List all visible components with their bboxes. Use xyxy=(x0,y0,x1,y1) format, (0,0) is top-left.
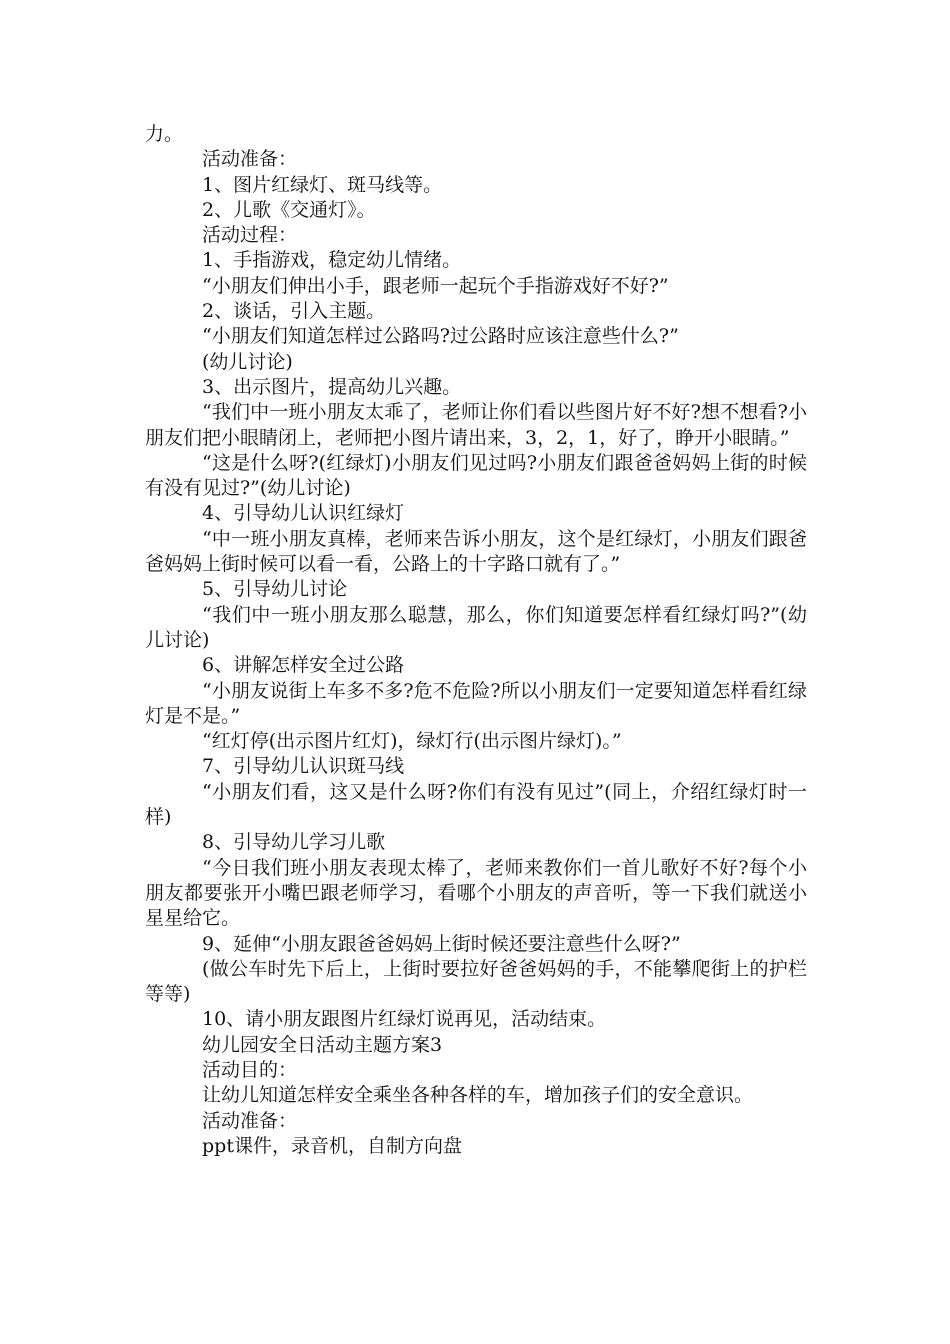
quote-paragraph: “中一班小朋友真棒，老师来告诉小朋友，这个是红绿灯，小朋友们跟爸爸妈妈上街时候可以看一看，公路上的十字路口就有了。” xyxy=(145,527,807,576)
list-item: 1、图片红绿灯、斑马线等。 xyxy=(202,173,443,196)
quote-paragraph: “今日我们班小朋友表现太棒了，老师来教你们一首儿歌好不好?每个小朋友都要张开小嘴巴跟老师学习，看哪个小朋友的声音听，等一下我们就送小星星给它。 xyxy=(145,856,807,930)
step-heading: 10、请小朋友跟图片红绿灯说再见，活动结束。 xyxy=(202,1008,607,1031)
step-heading: 7、引导幼儿认识斑马线 xyxy=(202,755,405,778)
step-heading: 2、谈话，引入主题。 xyxy=(202,300,386,323)
quote-paragraph: “这是什么呀?(红绿灯)小朋友们见过吗?小朋友们跟爸爸妈妈上街的时候有没有见过?”(幼儿讨论) xyxy=(145,451,807,500)
document-body xyxy=(145,122,807,1159)
step-heading: 8、引导幼儿学习儿歌 xyxy=(202,831,386,854)
quote-paragraph: “红灯停(出示图片红灯)，绿灯行(出示图片绿灯)。” xyxy=(202,730,622,753)
step-heading: 5、引导幼儿讨论 xyxy=(202,578,348,601)
list-item: 2、儿歌《交通灯》。 xyxy=(202,198,376,221)
step-heading: 3、出示图片，提高幼儿兴趣。 xyxy=(202,375,462,398)
quote-paragraph: “小朋友说街上车多不多?危不危险?所以小朋友们一定要知道怎样看红绿灯是不是。” xyxy=(145,679,807,727)
paragraph-continuation: 力。 xyxy=(145,123,184,145)
section-heading-preparation: 活动准备： xyxy=(202,148,298,171)
step-heading: 1、手指游戏，稳定幼儿情绪。 xyxy=(202,249,462,272)
quote-paragraph: “小朋友们看，这又是什么呀?你们有没有见过”(同上，介绍红绿灯时一样) xyxy=(145,780,807,829)
section-heading-process: 活动过程： xyxy=(202,224,298,247)
step-heading: 9、延伸“小朋友跟爸爸妈妈上街时候还要注意些什么呀?” xyxy=(202,932,681,955)
quote-paragraph: “小朋友们伸出小手，跟老师一起玩个手指游戏好不好?” xyxy=(202,274,669,297)
quote-paragraph: “我们中一班小朋友那么聪慧，那么，你们知道要怎样看红绿灯吗?”(幼儿讨论) xyxy=(145,603,807,651)
note-paragraph: (幼儿讨论) xyxy=(202,350,293,373)
section-title: 幼儿园安全日活动主题方案3 xyxy=(202,1033,443,1056)
step-heading: 6、讲解怎样安全过公路 xyxy=(202,654,405,677)
body-paragraph: 让幼儿知道怎样安全乘坐各种各样的车，增加孩子们的安全意识。 xyxy=(202,1084,754,1107)
section-heading-goal: 活动目的： xyxy=(202,1058,298,1081)
step-heading: 4、引导幼儿认识红绿灯 xyxy=(202,502,405,525)
body-paragraph: ppt课件，录音机，自制方向盘 xyxy=(202,1134,462,1157)
quote-paragraph: “小朋友们知道怎样过公路吗?过公路时应该注意些什么?” xyxy=(202,325,679,348)
note-paragraph: (做公车时先下后上，上街时要拉好爸爸妈妈的手，不能攀爬街上的护栏等等) xyxy=(145,957,807,1006)
section-heading-preparation: 活动准备： xyxy=(202,1109,298,1132)
quote-paragraph: “我们中一班小朋友太乖了，老师让你们看以些图片好不好?想不想看?小朋友们把小眼睛闭上，老师把小图片请出来，3，2，1，好了，睁开小眼睛。” xyxy=(145,401,807,449)
